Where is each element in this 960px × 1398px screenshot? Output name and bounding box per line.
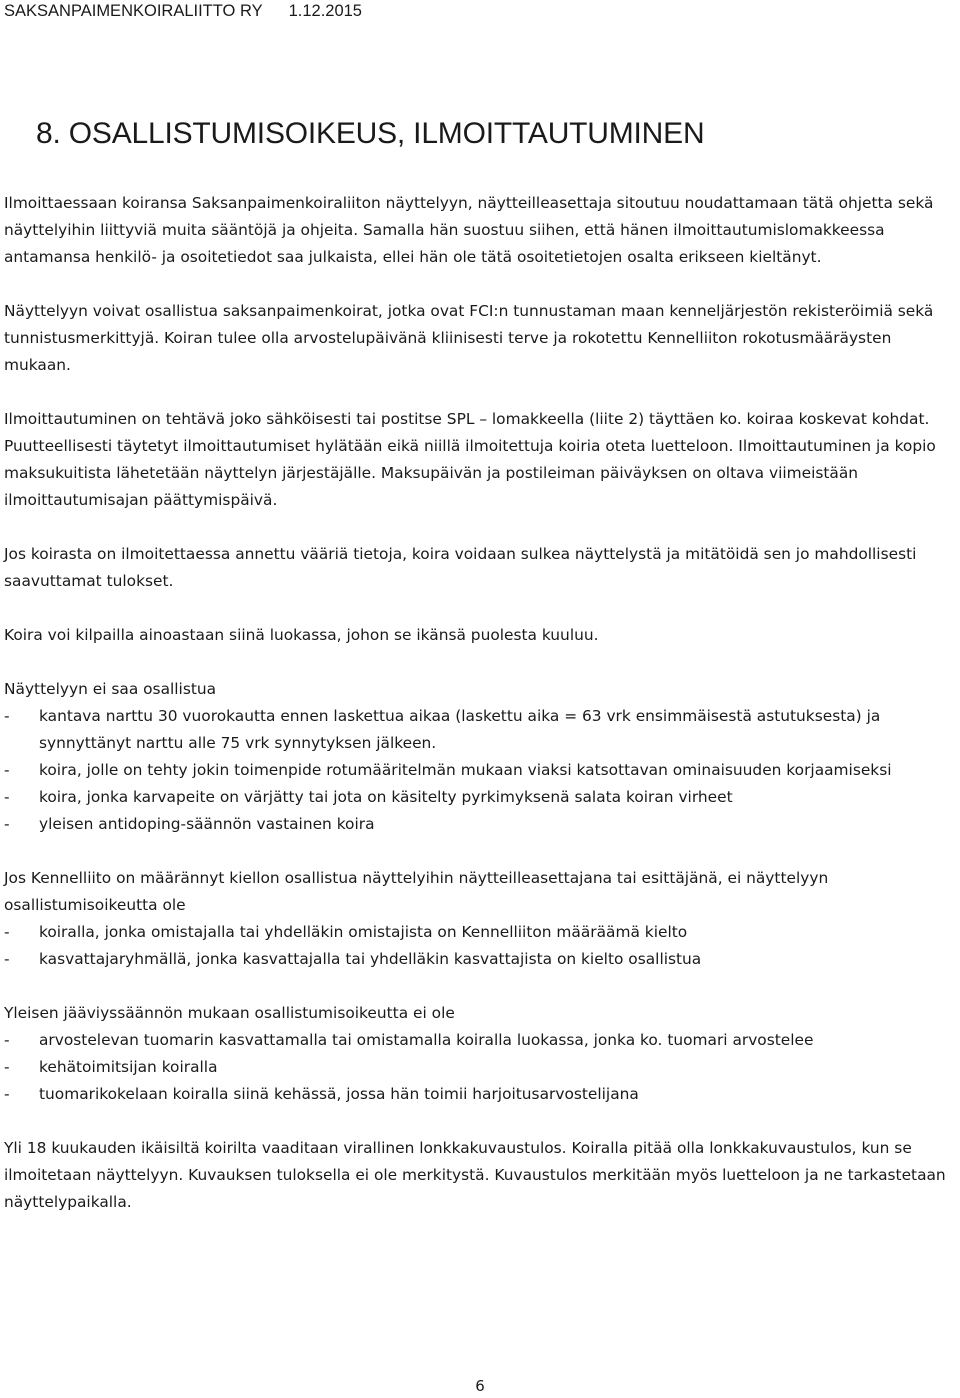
list-dash: - <box>4 1031 10 1049</box>
paragraph-hip-xray: Yli 18 kuukauden ikäisiltä koirilta vaaditaan virallinen lonkkakuvaustulos. Koiralla pitää olla lonkkakuvaustulos, kun se ilmoitetaan näyttelyyn. Kuvauksen tuloksella ei ole merkitystä. Kuvaustulos merkitään myös luetteloon ja ne tarkastetaan näyttelypaikalla. <box>4 1139 946 1211</box>
paragraph-registration: Ilmoittautuminen on tehtävä joko sähköisesti tai postitse SPL – lomakkeella (liite 2) täyttäen ko. koiraa koskevat kohdat. Puutteellisesti täytetyt ilmoittautumiset hylätään eikä niillä ilmoitettuja koiria oteta luetteloon. Ilmoittautuminen ja kopio maksukuitista lähetetään näyttelyn järjestäjälle. Maksupäivän ja postileiman päiväyksen on oltava viimeistään ilmoittautumisajan päättymispäivä. <box>4 410 936 509</box>
list-dash: - <box>4 788 10 806</box>
list-item: - koiralla, jonka omistajalla tai yhdelläkin omistajista on Kennelliiton määräämä kielto <box>4 919 954 946</box>
list-dash: - <box>4 1085 10 1103</box>
header-organization: SAKSANPAIMENKOIRALIITTO RY <box>4 2 263 20</box>
list-not-allowed <box>4 703 954 838</box>
list-item: - koira, jolle on tehty jokin toimenpide rotumääritelmän mukaan viaksi katsottavan ominaisuuden korjaamiseksi <box>4 757 954 784</box>
paragraph-class: Koira voi kilpailla ainoastaan siinä luokassa, johon se ikänsä puolesta kuuluu. <box>4 626 599 644</box>
document-body <box>4 190 954 1243</box>
paragraph-false-info: Jos koirasta on ilmoitettaessa annettu vääriä tietoja, koira voidaan sulkea näyttelystä ja mitätöidä sen jo mahdollisesti saavuttamat tulokset. <box>4 545 917 590</box>
paragraph-consent: Ilmoittaessaan koiransa Saksanpaimenkoiraliiton näyttelyyn, näytteilleasettaja sitoutuu noudattamaan tätä ohjetta sekä näyttelyihin liittyviä muita sääntöjä ja ohjeita. Samalla hän suostuu siihen, että hänen ilmoittautumislomakkeessa antamansa henkilö- ja osoitetiedot saa julkaista, ellei hän ole tätä osoitetietojen osalta erikseen kieltänyt. <box>4 194 934 266</box>
list-item: - kasvattajaryhmällä, jonka kasvattajalla tai yhdelläkin kasvattajista on kielto osallistua <box>4 946 954 973</box>
list-disqualification <box>4 1027 954 1108</box>
page-number: 6 <box>475 1377 485 1395</box>
list-dash: - <box>4 815 10 833</box>
list-item: - kehätoimitsijan koiralla <box>4 1054 954 1081</box>
list-intro-disqualification: Yleisen jääviyssäännön mukaan osallistumisoikeutta ei ole <box>4 1004 455 1022</box>
list-dash: - <box>4 1058 10 1076</box>
page-header <box>4 0 362 22</box>
list-item: - kantava narttu 30 vuorokautta ennen laskettua aikaa (laskettu aika = 63 vrk ensimmäisestä astutuksesta) ja synnyttänyt narttu alle 75 vrk synnytyksen jälkeen. <box>4 703 954 757</box>
list-dash: - <box>4 707 10 725</box>
paragraph-eligibility: Näyttelyyn voivat osallistua saksanpaimenkoirat, jotka ovat FCI:n tunnustaman maan kenneljärjestön rekisteröimiä sekä tunnistusmerkittyjä. Koiran tulee olla arvostelupäivänä kliinisesti terve ja rokotettu Kennelliiton rokotusmääräysten mukaan. <box>4 302 934 374</box>
section-title: 8. OSALLISTUMISOIKEUS, ILMOITTAUTUMINEN <box>36 117 705 150</box>
list-dash: - <box>4 761 10 779</box>
list-dash: - <box>4 923 10 941</box>
list-item: - arvostelevan tuomarin kasvattamalla tai omistamalla koiralla luokassa, jonka ko. tuomari arvostelee <box>4 1027 954 1054</box>
list-intro-kennel-ban: Jos Kennelliito on määrännyt kiellon osallistua näyttelyihin näytteilleasettajana tai esittäjänä, ei näyttelyyn osallistumisoikeutta ole <box>4 869 829 914</box>
list-dash: - <box>4 950 10 968</box>
list-item: - koira, jonka karvapeite on värjätty tai jota on käsitelty pyrkimyksenä salata koiran virheet <box>4 784 954 811</box>
header-date: 1.12.2015 <box>288 2 362 20</box>
list-intro-not-allowed: Näyttelyyn ei saa osallistua <box>4 680 217 698</box>
list-item: - tuomarikokelaan koiralla siinä kehässä, jossa hän toimii harjoitusarvostelijana <box>4 1081 954 1108</box>
list-kennel-ban <box>4 919 954 973</box>
list-item: - yleisen antidoping-säännön vastainen koira <box>4 811 954 838</box>
